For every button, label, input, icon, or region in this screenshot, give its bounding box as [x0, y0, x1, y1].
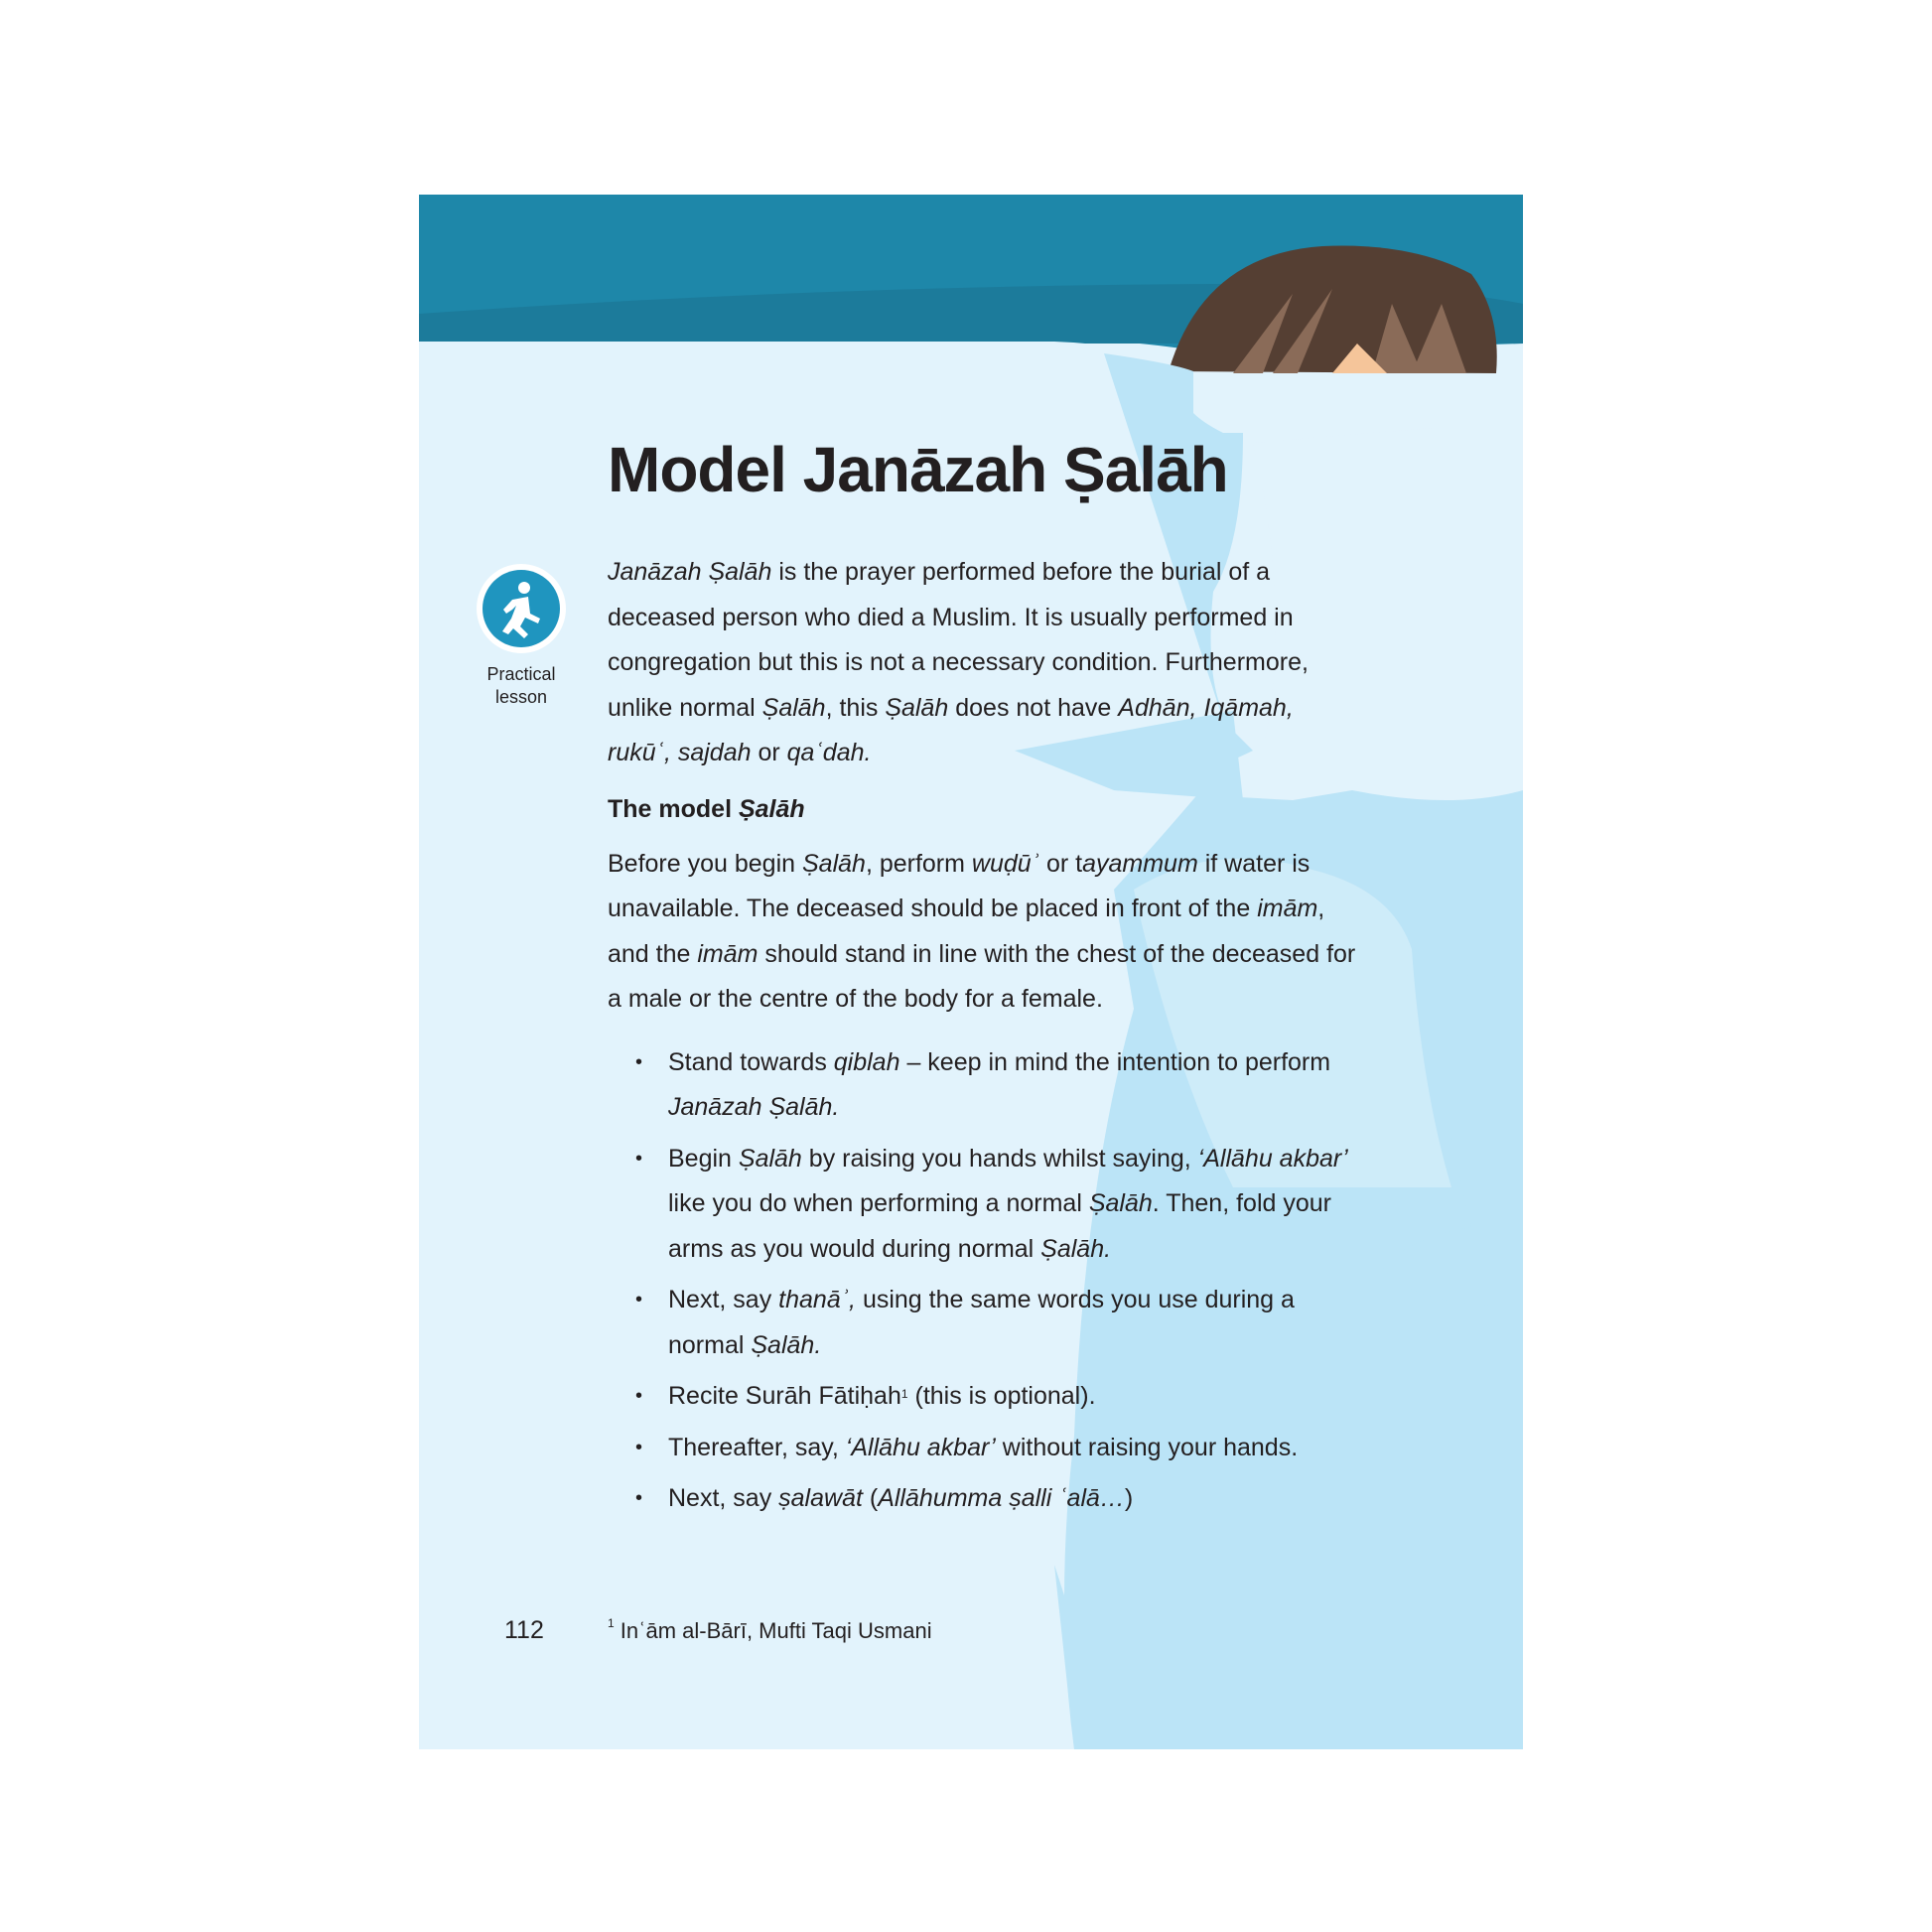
- intro-text: or: [751, 739, 787, 766]
- para-term: imām: [1257, 895, 1318, 922]
- list-term: ‘Allāhu akbar’: [845, 1433, 996, 1461]
- list-text: Thereafter, say,: [668, 1433, 846, 1461]
- list-text: Stand towards: [668, 1047, 834, 1076]
- list-text: . Then, fold your arms as you would during normal: [668, 1189, 1331, 1263]
- para-text: if water is unavailable. The deceased should be placed in front of the: [608, 849, 1311, 922]
- bullet-icon: •: [635, 1050, 643, 1073]
- bullet-icon: •: [635, 1487, 643, 1509]
- intro-text: is the prayer performed before the burial of a deceased person who died a Muslim. It is usually performed in congregation but this is not a necessary condition. Furthermore, unlike normal: [608, 558, 1309, 722]
- section-heading-term: Ṣalāh: [738, 794, 805, 823]
- para-text: , perform: [865, 849, 972, 878]
- list-item: [608, 1040, 1362, 1131]
- list-text: Next, say: [668, 1484, 779, 1512]
- badge-label-line2: lesson: [494, 687, 548, 707]
- para-text: Before you begin: [608, 849, 802, 878]
- footnote-marker: 1: [900, 1387, 908, 1401]
- content-body: [608, 550, 1362, 1528]
- footnote-number: 1: [608, 1616, 615, 1630]
- intro-term: Adhān, Iqāmah, rukūʿ, sajdah: [608, 693, 1294, 766]
- list-term: qiblah: [833, 1047, 900, 1076]
- list-text: ): [1124, 1484, 1134, 1512]
- list-term: Janāzah Ṣalāh.: [668, 1093, 840, 1121]
- intro-text: , this: [825, 693, 886, 722]
- bullet-icon: •: [635, 1147, 643, 1170]
- list-item: [608, 1374, 1362, 1420]
- list-term: Ṣalāh: [1088, 1189, 1153, 1217]
- list-text: – keep in mind the intention to perform: [899, 1047, 1331, 1076]
- list-term: Ṣalāh.: [751, 1330, 822, 1359]
- para-term: wuḍūʾ: [971, 849, 1040, 878]
- list-item: [608, 1137, 1362, 1273]
- list-text: without raising your hands.: [995, 1433, 1299, 1461]
- list-term: Ṣalāh: [738, 1144, 802, 1173]
- intro-term: qaʿdah.: [786, 739, 872, 766]
- list-item: [608, 1426, 1362, 1471]
- intro-term: Ṣalāh: [761, 693, 826, 722]
- intro-term: Ṣalāh: [885, 693, 949, 722]
- list-text: (: [862, 1484, 879, 1512]
- badge-label-line1: Practical: [486, 664, 556, 684]
- intro-term: Janāzah Ṣalāh: [608, 558, 772, 586]
- list-term: thanāʾ,: [778, 1286, 856, 1313]
- running-person-icon: [483, 570, 560, 647]
- intro-paragraph: [608, 550, 1362, 776]
- bullet-icon: •: [635, 1289, 643, 1311]
- bullet-icon: •: [635, 1436, 643, 1458]
- para-text: , and the: [608, 895, 1325, 968]
- list-text: like you do when performing a normal: [668, 1189, 1089, 1217]
- page-number: 112: [504, 1616, 544, 1644]
- list-text: (this is optional).: [907, 1382, 1096, 1410]
- list-text: Begin: [668, 1144, 739, 1173]
- list-text: by raising you hands whilst saying,: [801, 1144, 1198, 1173]
- list-text: Next, say: [668, 1286, 779, 1313]
- bullet-icon: •: [635, 1385, 643, 1407]
- para-term: Ṣalāh: [801, 849, 866, 878]
- list-item: [608, 1476, 1362, 1522]
- steps-list: [608, 1040, 1362, 1522]
- footnote: [608, 1618, 932, 1644]
- para-text: should stand in line with the chest of the deceased for a male or the centre of the body for a female.: [608, 939, 1356, 1013]
- preparation-paragraph: [608, 842, 1362, 1023]
- badge-label: [467, 663, 576, 709]
- list-text: using the same words you use during a normal: [668, 1286, 1295, 1359]
- section-heading: [608, 793, 1362, 825]
- list-term: Ṣalāh.: [1040, 1234, 1112, 1263]
- para-term: imām: [697, 939, 759, 968]
- book-page: [419, 195, 1523, 1749]
- list-text: Recite Surāh Fātiḥah: [668, 1382, 901, 1410]
- para-text: or t: [1039, 849, 1083, 878]
- list-item: [608, 1278, 1362, 1368]
- practical-lesson-badge: [477, 564, 566, 653]
- intro-text: does not have: [948, 693, 1119, 722]
- list-term: ṣalawāt: [778, 1484, 863, 1512]
- para-term: ayammum: [1082, 849, 1198, 878]
- list-term: ‘Allāhu akbar’: [1197, 1144, 1348, 1173]
- footnote-text: Inʿām al-Bārī, Mufti Taqi Usmani: [614, 1618, 932, 1643]
- page-title: Model Janāzah Ṣalāh: [608, 434, 1228, 505]
- list-term: Allāhumma ṣalli ʿalā…: [878, 1484, 1125, 1512]
- section-heading-text: The model: [608, 794, 739, 823]
